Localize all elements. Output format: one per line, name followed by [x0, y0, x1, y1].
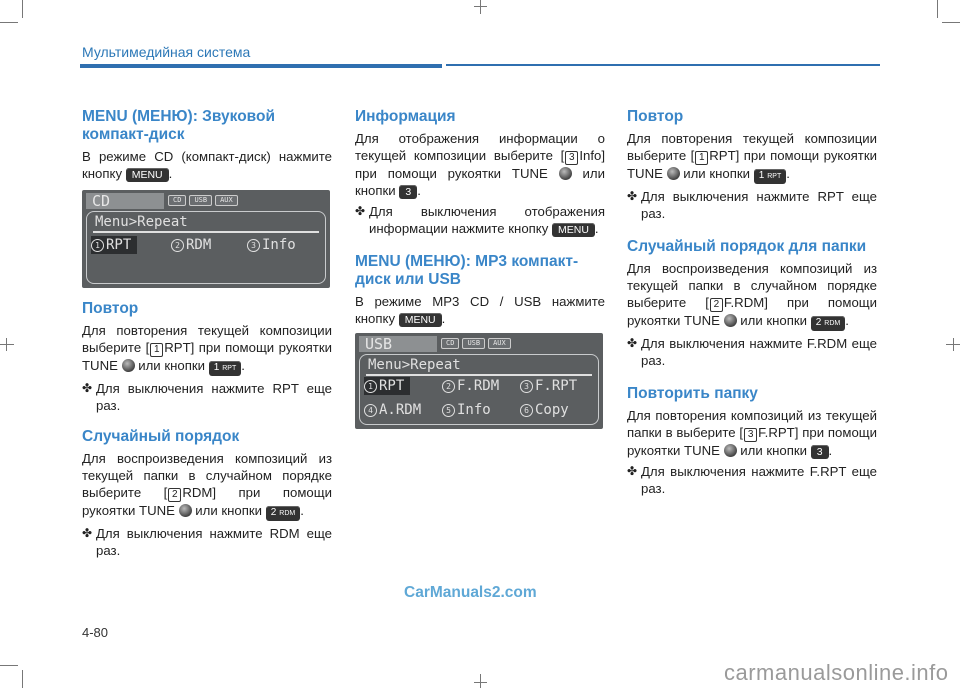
lcd-option: 2 RDM [171, 236, 211, 254]
page-number: 4-80 [82, 625, 109, 640]
heading: MENU (МЕНЮ): Звуковой компакт-диск [82, 108, 275, 143]
crop-mark [0, 344, 14, 345]
rpt-key: 1 RPT [754, 169, 787, 184]
lcd-option: 1 RPT [364, 377, 410, 395]
lcd-tab: AUX [215, 195, 238, 206]
note: ✤ Для выключения нажмите RDM еще раз. [82, 526, 332, 558]
rdm-key: 2 RDM [811, 316, 846, 331]
heading: Случайный порядок [82, 428, 240, 445]
header-rule [80, 64, 442, 68]
tune-knob-icon [122, 359, 135, 372]
lcd-tab: CD [441, 338, 459, 349]
lcd-tab: CD [168, 195, 186, 206]
heading: Повтор [627, 108, 684, 125]
lcd-option: 3 F.RPT [520, 377, 577, 395]
crop-mark [0, 22, 18, 23]
tune-knob-icon [724, 444, 737, 457]
tune-knob-icon [667, 167, 680, 180]
lcd-source-tabs [441, 338, 511, 349]
lcd-option: 5 Info [442, 401, 491, 419]
heading: Повтор [82, 300, 139, 317]
lcd-screen-cd [82, 190, 330, 288]
menu-key: MENU [126, 168, 169, 182]
lcd-panel [86, 211, 326, 284]
heading: Повторить папку [627, 385, 758, 402]
header-rule [446, 64, 880, 66]
section-title: Мультимедийная система [82, 44, 251, 60]
paragraph: Для повторения композиций из текущей папки в выберите [ 3 F.RPT] при помощи рукоятки TUNE или кнопки 3 . [627, 408, 877, 458]
crop-mark [474, 6, 487, 7]
heading: MENU (МЕНЮ): MP3 компакт-диск или USB [355, 253, 579, 288]
column-left [82, 108, 332, 559]
tune-knob-icon [559, 167, 572, 180]
menu-key: MENU [552, 223, 595, 237]
paragraph: Для повторения текущей композиции выберите [ 1 RPT] при помощи рукоятки TUNE или кнопки 1 RPT . [627, 130, 877, 184]
lcd-divider [93, 231, 319, 233]
paragraph: Для повторения текущей композиции выберите [ 1 RPT] при помощи рукоятки TUNE или кнопки 1 RPT . [82, 322, 332, 376]
paragraph: Для воспроизведения композиций из текущей папки в случайном порядке выберите [ 2 RDM] при помощи рукоятки TUNE или кнопки 2 RDM . [82, 450, 332, 521]
footer-watermark: carmanualsonline.info [724, 660, 949, 685]
key-3: 3 [811, 445, 829, 459]
rpt-key: 1 RPT [209, 361, 242, 376]
crop-mark [480, 674, 481, 688]
note: ✤ Для выключения нажмите RPT еще раз. [627, 189, 877, 221]
note: ✤ Для выключения нажмите F.RDM еще раз. [627, 336, 877, 368]
crop-mark [22, 0, 23, 18]
lcd-divider [366, 374, 592, 376]
crop-mark [953, 338, 954, 351]
rdm-key: 2 RDM [266, 506, 301, 521]
lcd-screen-usb [355, 333, 603, 429]
paragraph: Для отображения информации о текущей композиции выберите [ 3 Info] при помощи рукоятки TUNE или кнопки 3 . [355, 131, 605, 198]
key-3: 3 [399, 185, 417, 199]
crop-mark [474, 682, 487, 683]
watermark-link[interactable]: CarManuals2.com [404, 584, 537, 601]
paragraph: В режиме CD (компакт-диск) нажмите кнопку MENU . [82, 149, 332, 181]
lcd-menu-title: Menu>Repeat [368, 357, 461, 373]
heading: Случайный порядок для папки [627, 238, 867, 255]
lcd-wrapper [355, 333, 605, 433]
crop-mark [22, 670, 23, 688]
lcd-panel [359, 354, 599, 425]
note: ✤ Для выключения нажмите F.RPT еще раз. [627, 464, 877, 496]
crop-mark [937, 0, 938, 18]
lcd-option: 6 Copy [520, 401, 569, 419]
lcd-wrapper [82, 190, 332, 292]
crop-mark [0, 665, 18, 666]
note: ✤ Для выключения отображения информации нажмите кнопку MENU . [355, 204, 605, 236]
heading: Информация [355, 108, 456, 125]
column-middle [355, 108, 605, 433]
paragraph: Для воспроизведения композиций из текущей папки в случайном порядке выберите [ 2 F.RDM] при помощи рукоятки TUNE или кнопки 2 RDM . [627, 260, 877, 331]
note: ✤ Для выключения нажмите RPT еще раз. [82, 381, 332, 413]
lcd-tab: AUX [488, 338, 511, 349]
lcd-tab: USB [189, 195, 212, 206]
menu-key: MENU [399, 313, 442, 327]
lcd-option: 4 A.RDM [364, 401, 421, 419]
crop-mark [942, 22, 960, 23]
tune-knob-icon [179, 504, 192, 517]
column-right [627, 108, 877, 497]
lcd-option: 1 RPT [91, 236, 137, 254]
paragraph: В режиме MP3 CD / USB нажмите кнопку MENU . [355, 294, 605, 326]
lcd-menu-title: Menu>Repeat [95, 214, 188, 230]
crop-mark [480, 0, 481, 14]
lcd-source-tabs [168, 195, 238, 206]
lcd-option: 2 F.RDM [442, 377, 499, 395]
lcd-mode: USB [359, 336, 437, 352]
tune-knob-icon [724, 314, 737, 327]
lcd-tab: USB [462, 338, 485, 349]
crop-mark [6, 338, 7, 351]
lcd-option: 3 Info [247, 236, 296, 254]
lcd-mode: CD [86, 193, 164, 209]
